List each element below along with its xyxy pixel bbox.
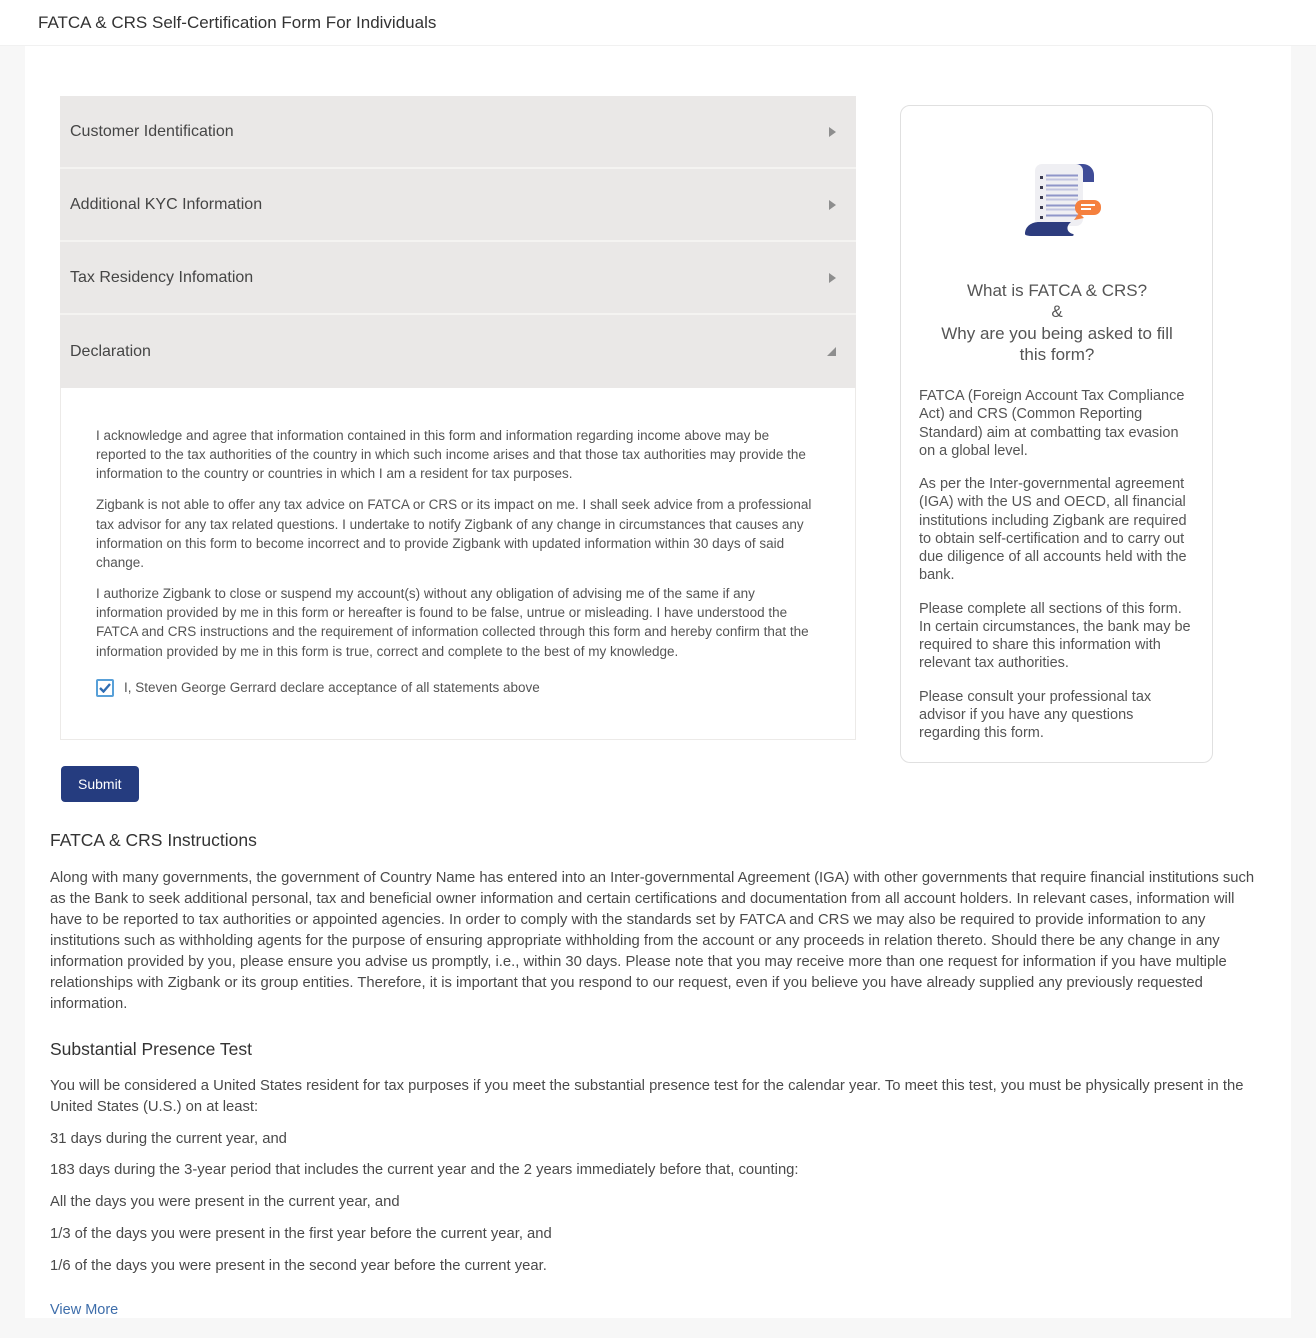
info-card-heading-line: What is FATCA & CRS? [966, 281, 1148, 300]
spt-item: 31 days during the current year, and [50, 1130, 287, 1147]
substantial-presence-heading: Substantial Presence Test [50, 1038, 253, 1059]
info-card-paragraph: FATCA (Foreign Account Tax Compliance Act) and CRS (Common Reporting Standard) aim at combatting tax evasion on a global level. [919, 388, 1185, 459]
view-more-link[interactable]: View More [50, 1302, 119, 1318]
chevron-right-icon [829, 127, 836, 137]
section-label: Additional KYC Information [70, 195, 263, 213]
info-card-paragraph: As per the Inter-governmental agreement (IGA) with the US and OECD, all financial institutions including Zigbank are required to obtain self-certification and to carry out due diligence of all accounts held with the bank. [919, 476, 1187, 584]
document-scroll-icon [1011, 158, 1103, 242]
acceptance-checkbox[interactable] [96, 679, 114, 697]
info-card [900, 105, 1213, 763]
accordion-section-customer-identification[interactable] [60, 96, 856, 169]
spt-item: 1/6 of the days you were present in the second year before the current year. [50, 1257, 547, 1274]
collapse-icon [827, 347, 836, 356]
form-accordion [60, 96, 856, 388]
page-header [0, 0, 1316, 46]
accordion-section-additional-kyc[interactable] [60, 169, 856, 242]
page-title: FATCA & CRS Self-Certification Form For Individuals [38, 12, 437, 32]
accordion-section-declaration[interactable] [60, 315, 856, 388]
declaration-paragraph: I authorize Zigbank to close or suspend my account(s) without any obligation of advising me of the same if any information provided by me in this form or hereafter is found to be false, untrue or misleading. I have understood the FATCA and CRS instructions and the requirement of information collected through this form and hereby confirm that the information provided by me in this form is true, correct and complete to the best of my knowledge. [96, 586, 809, 659]
section-label: Customer Identification [70, 122, 234, 140]
info-card-paragraph: Please consult your professional tax advisor if you have any questions regarding this form. [919, 688, 1152, 742]
instructions-paragraph: Along with many governments, the government of Country Name has entered into an Inter-governmental Agreement (IGA) with other governments that require financial institutions such as the Bank to seek additional personal, tax and beneficial owner information and certain certifications and documentation from all account holders. In relevant cases, information will have to be reported to tax authorities or appointed agencies. In order to comply with the standards set by FATCA and CRS we may also be required to provide information to any institutions such as withholding agents for the purpose of ensuring appropriate withholding from the account or any proceeds in relation thereto. Should there be any change in any information provided by you, please ensure you advise us promptly, i.e., within 30 days. Please note that you may receive more than one request for information if you have multiple relationships with Zigbank or its group entities. Therefore, it is important that you respond to our request, even if you believe you have already supplied any previously requested information. [50, 869, 1255, 1012]
instructions-section [25, 830, 1291, 1318]
instructions-heading: FATCA & CRS Instructions [50, 829, 257, 850]
declaration-paragraph: I acknowledge and agree that information contained in this form and information regarding income above may be reported to the tax authorities of the country in which such income arises and that those tax authorities may provide the information to the country or countries in which I am a resident for tax purposes. [96, 428, 806, 482]
substantial-presence-intro: You will be considered a United States resident for tax purposes if you meet the substantial presence test for the calendar year. To meet this test, you must be physically present in the United States (U.S.) on at least: [50, 1077, 1244, 1115]
info-card-heading-line: Why are you being asked to fill this form? [941, 323, 1173, 364]
checkbox-label[interactable]: I, Steven George Gerrard declare acceptance of all statements above [124, 680, 540, 696]
submit-button[interactable]: Submit [61, 766, 139, 802]
spt-item: 1/3 of the days you were present in the first year before the current year, and [50, 1225, 552, 1242]
spt-item: All the days you were present in the current year, and [50, 1194, 400, 1211]
acceptance-row [96, 679, 816, 697]
content-panel [25, 46, 1291, 1318]
checkmark-icon [99, 683, 111, 693]
chevron-right-icon [829, 200, 836, 210]
declaration-paragraph: Zigbank is not able to offer any tax advice on FATCA or CRS or its impact on me. I shall seek advice from a professional tax advisor for any tax related questions. I undertake to notify Zigbank of any change in circumstances that causes any information on this form to become incorrect and to provide Zigbank with updated information within 30 days of said change. [96, 497, 812, 570]
spt-item: 183 days during the 3-year period that includes the current year and the 2 years immediately before that, counting: [50, 1162, 799, 1179]
accordion-section-tax-residency[interactable] [60, 242, 856, 315]
info-card-heading-line: & [1051, 302, 1063, 322]
section-label: Declaration [70, 342, 151, 360]
info-card-heading [931, 280, 1183, 365]
info-card-paragraph: Please complete all sections of this form. In certain circumstances, the bank may be required to share this information with relevant tax authorities. [919, 600, 1191, 672]
form-column [60, 96, 856, 740]
declaration-panel [60, 388, 856, 740]
chevron-right-icon [829, 273, 836, 283]
section-label: Tax Residency Infomation [70, 268, 254, 286]
